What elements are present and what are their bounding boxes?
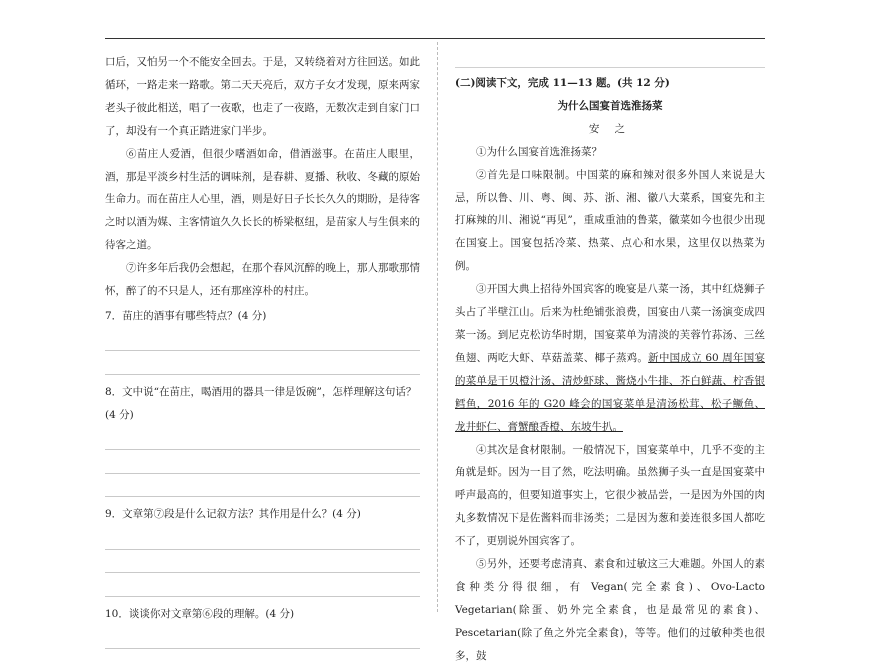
article-paragraph-4: ④其次是食材限制。一般情况下，国宴菜单中，几乎不变的主角就是虾。因为一目了然，吃法明确。虽然狮子头一直是国宴菜中呼声最高的，但要知道事实上，它很少被品尝，一是因为外国的肉丸多数情况下是佐酱料而非汤类；二是因为葱和姜连很多国人都吃不了，更别说外国宾客了。: [455, 443, 765, 548]
answer-line[interactable]: [105, 626, 420, 650]
article-paragraph-3: [455, 278, 765, 438]
article-title: 为什么国宴首选淮扬菜: [557, 99, 663, 112]
answer-line[interactable]: [105, 526, 420, 550]
right-column: [455, 72, 765, 668]
paragraph-3-text: ③开国大典上招待外国宾客的晚宴是八菜一汤，其中红烧狮子头占了半壁江山。后来为杜绝铺张浪费，国宴由八菜一汤演变成四菜一汤。到尼克松访华时期，国宴菜单为清淡的芙蓉竹荪汤、三丝鱼翅、两吃大虾、草菇盖菜、椰子蒸鸡。: [455, 283, 765, 364]
question-8: 8．文中说“在苗庄，喝酒用的器具一律是饭碗”，怎样理解这句话？(4 分): [105, 385, 417, 421]
article-author: 安 之: [588, 122, 632, 135]
question-10: 10．谈谈你对文章第⑥段的理解。(4 分): [105, 607, 295, 620]
answer-line[interactable]: [105, 474, 420, 498]
story-paragraph-7: ⑦许多年后我仍会想起，在那个春风沉醉的晚上，那人那歌那情怀，醉了的不只是人，还有那座淳朴的村庄。: [105, 262, 420, 298]
story-paragraph: 口后，又怕另一个不能安全回去。于是，又转绕着对方往回送。如此循环，一路走来一路歌。第二天天亮后，双方子女才发现，原来两家老头子彼此相送，唱了一夜歌，也走了一夜路，无数次走到自家门口了，却没有一个真正踏进家门半步。: [105, 56, 420, 137]
question-9: 9．文章第⑦段是什么记叙方法？其作用是什么？(4 分): [105, 508, 361, 521]
article-paragraph-2: ②首先是口味限制。中国菜的麻和辣对很多外国人来说是大忌，所以鲁、川、粤、闽、苏、浙、湘、徽八大菜系，国宴先和主打麻辣的川、湘说“再见”，重咸重油的鲁菜，徽菜如今也很少出现在国宴上。国宴包括冷菜、热菜、点心和水果，这里仅以热菜为例。: [455, 168, 765, 273]
story-paragraph-6: ⑥苗庄人爱酒，但很少嗜酒如命，借酒滋事。在苗庄人眼里，酒，那是平淡乡村生活的调味剂，是春耕、夏播、秋收、冬藏的原始生命力。而在苗庄人心里，酒，则是好日子长长久久的期盼，是待客之时以酒为媒、主客情谊久久长长的桥梁枢纽，是苗家人与生俱来的待客之道。: [105, 147, 420, 252]
answer-line[interactable]: [105, 550, 420, 574]
answer-line[interactable]: [105, 427, 420, 451]
section-heading: (二)阅读下文，完成 11—13 题。(共 12 分): [455, 77, 670, 89]
answer-line[interactable]: [105, 328, 420, 352]
article-paragraph-5: ⑤另外，还要考虑清真、素食和过敏这三大难题。外国人的素食种类分得很细，有 Vegan(完全素食)、Ovo-Lacto Vegetarian(除蛋、奶外完全素食，也是最常见的素食)、Pescetarian(除了鱼之外完全素食)，等等。他们的过敏种类也很多，鼓: [455, 558, 765, 662]
answer-line[interactable]: [105, 351, 420, 375]
underlined-menu-text: 新中国成立 60 周年国宴的菜单是干贝橙汁汤、清炒虾球、酱烧小牛排、芥白鲜蔬、柠香银鳕鱼，2016 年的 G20 峰会的国宴菜单是清汤松茸、松子鳜鱼、龙井虾仁、膏蟹酿香橙、东坡牛扒。: [455, 351, 765, 433]
header-rule: [105, 38, 765, 39]
answer-line[interactable]: [105, 450, 420, 474]
question-7: 7．苗庄的酒事有哪些特点？(4 分): [105, 309, 267, 322]
left-column: [105, 51, 420, 649]
article-paragraph-1: ①为什么国宴首选淮扬菜？: [476, 145, 602, 158]
answer-line[interactable]: [105, 573, 420, 597]
column-divider: [437, 42, 438, 612]
right-top-rule: [455, 67, 765, 68]
